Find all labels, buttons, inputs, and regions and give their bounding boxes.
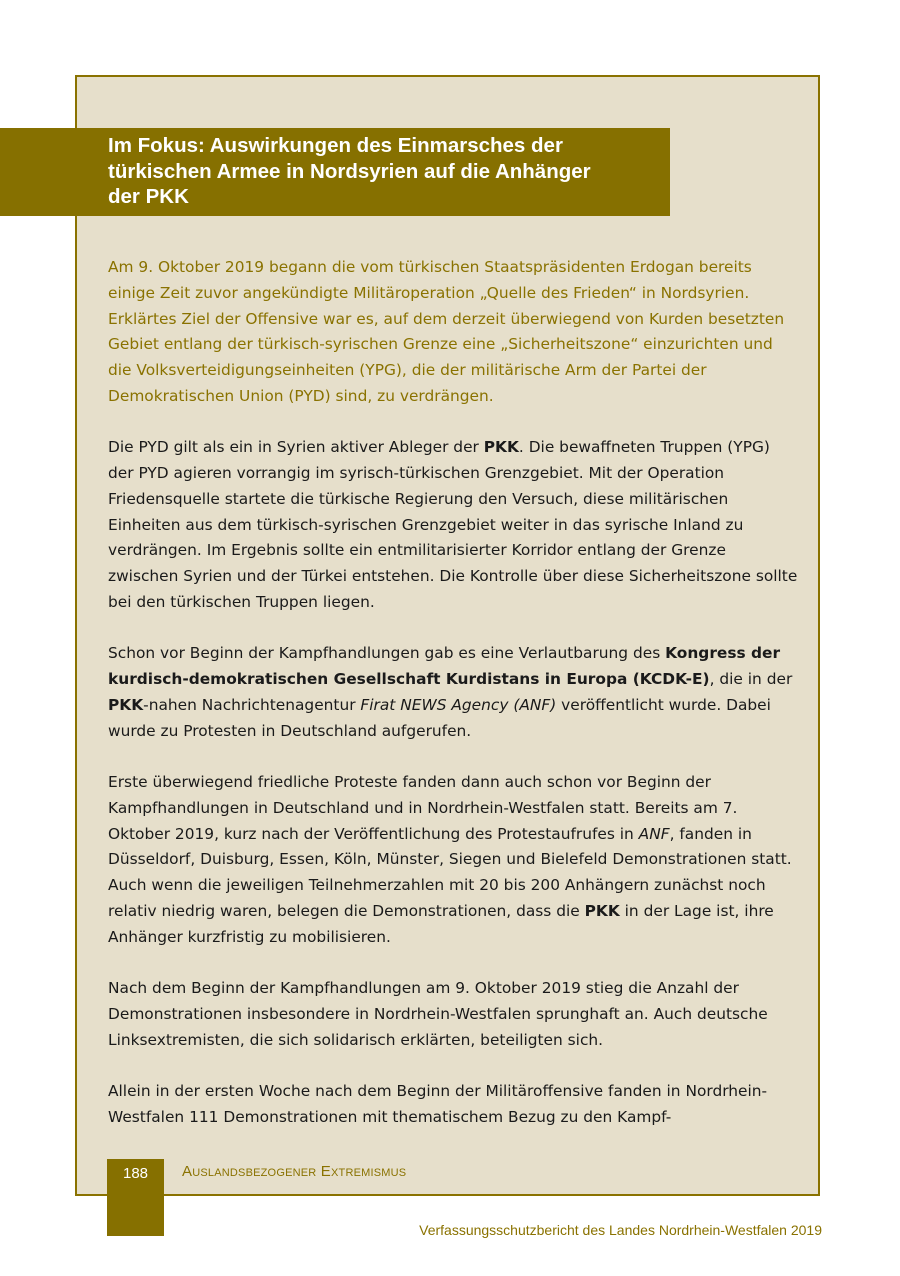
text-segment: Erste überwiegend friedliche Proteste fanden dann auch schon vor Beginn der Kampfhandlungen in Deutschland und in Nordrhein-Westfalen statt. Bereits am 7. Oktober 2019, kurz nach der Veröffentlichung des Protestaufrufes in — [108, 773, 738, 843]
bold-pkk: PKK — [584, 902, 620, 921]
focus-heading-bar — [0, 128, 670, 216]
text-segment: . Die bewaffneten Truppen (YPG) der PYD agieren vorrangig im syrisch-türkischen Grenzgebiet. Mit der Operation Friedensquelle startete die türkische Regierung den Versuch, diese militärischen Einheiten aus dem türkisch-syrischen Grenzgebiet weiter in das syrische Inland zu verdrängen. Im Ergebnis sollte ein entmilitarisierter Korridor entlang der Grenze zwischen Syrien und der Türkei entstehen. Die Kontrolle über diese Sicherheitszone sollte bei den türkischen Truppen liegen. — [108, 438, 798, 612]
body-text — [108, 255, 798, 1156]
paragraph-first-week: Allein in der ersten Woche nach dem Beginn der Militäroffensive fanden in Nordrhein-Westfalen 111 Demonstrationen mit thematischem Bezug zu den Kampf- — [108, 1082, 768, 1126]
paragraph-pyd — [108, 435, 798, 616]
italic-anf: Firat NEWS Agency (ANF) — [360, 695, 557, 714]
bold-pkk: PKK — [108, 695, 144, 714]
paragraph-protests — [108, 770, 798, 951]
section-title: Auslandsbezogener Extremismus — [182, 1163, 407, 1180]
page-number: 188 — [122, 1165, 149, 1182]
lead-paragraph: Am 9. Oktober 2019 begann die vom türkischen Staatspräsidenten Erdogan bereits einige Zeit zuvor angekündigte Militäroperation „Quelle des Frieden“ in Nordsyrien. Erklärtes Ziel der Offensive war es, auf dem derzeit überwiegend von Kurden besetzten Gebiet entlang der türkisch-syrischen Grenze eine „Sicherheitszone“ einzurichten und die Volksverteidigungseinheiten (YPG), die der militärische Arm der Partei der Demokratischen Union (PYD) sind, zu verdrängen. — [108, 258, 785, 405]
bold-pkk: PKK — [483, 438, 519, 457]
text-segment: , die in der — [709, 670, 793, 689]
bold-kcdk-e: Kongress der kurdisch-demokratischen Gesellschaft Kurdistans in Europa (KCDK-E) — [108, 644, 781, 689]
text-segment: Schon vor Beginn der Kampfhandlungen gab es eine Verlautbarung des — [108, 644, 666, 663]
text-segment: -nahen Nachrichtenagentur — [143, 695, 361, 714]
text-segment: , fanden in Düsseldorf, Duisburg, Essen, Köln, Münster, Siegen und Bielefeld Demonstrationen statt. Auch wenn die jeweiligen Teilnehmerzahlen mit 20 bis 200 Anhängern zunächst noch relativ niedrig waren, belegen die Demonstrationen, dass die — [108, 824, 792, 921]
heading-line-3: der PKK — [108, 185, 189, 208]
heading-line-2: türkischen Armee in Nordsyrien auf die Anhänger — [108, 159, 591, 183]
text-segment: in der Lage ist, ihre Anhänger kurzfristig zu mobilisieren. — [108, 902, 774, 946]
text-segment: Die PYD gilt als ein in Syrien aktiver Ableger der — [108, 438, 484, 457]
paragraph-demonstrations: Nach dem Beginn der Kampfhandlungen am 9. Oktober 2019 stieg die Anzahl der Demonstrationen insbesondere in Nordrhein-Westfalen sprunghaft an. Auch deutsche Linksextremisten, die sich solidarisch erklärten, beteiligten sich. — [108, 979, 768, 1049]
heading-line-1: Im Fokus: Auswirkungen des Einmarsches der — [108, 134, 563, 157]
text-segment: veröffentlicht wurde. Dabei wurde zu Protesten in Deutschland aufgerufen. — [108, 695, 771, 740]
paragraph-kcdk — [108, 641, 798, 744]
focus-heading — [108, 133, 640, 210]
footer-report-title: Verfassungsschutzbericht des Landes Nordrhein-Westfalen 2019 — [419, 1222, 822, 1238]
italic-anf: ANF — [638, 824, 670, 843]
page-number-block — [107, 1159, 164, 1236]
